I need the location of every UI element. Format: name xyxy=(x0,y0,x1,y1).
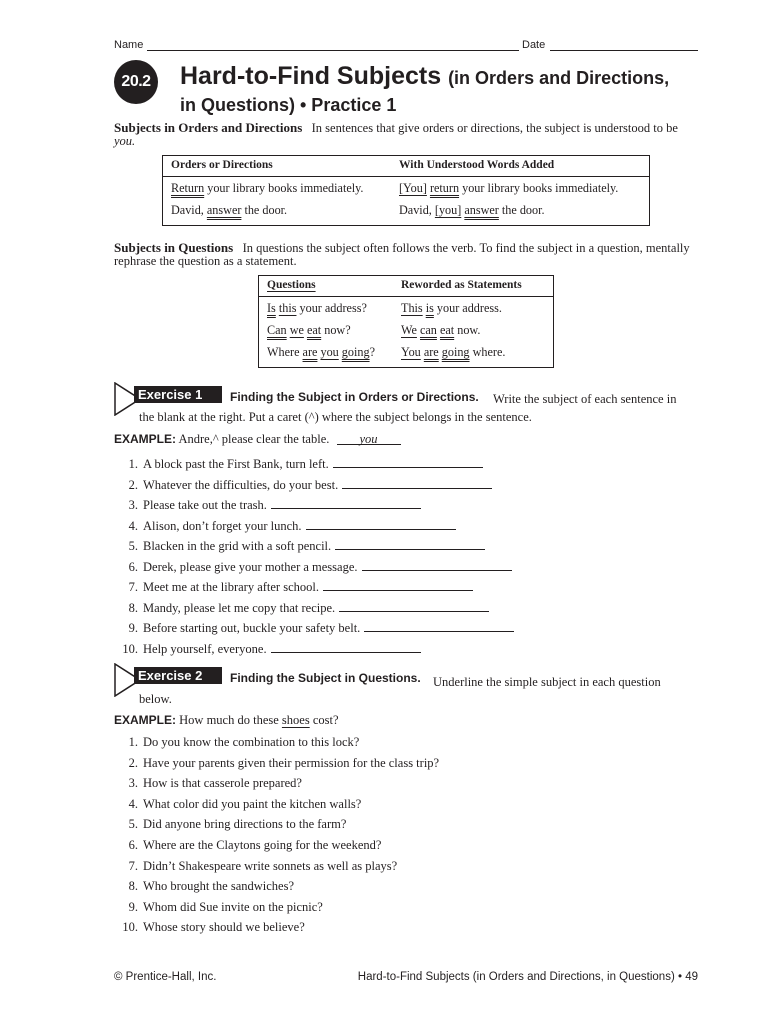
table-cell: Return your library books immediately. xyxy=(171,181,364,195)
orders-text: In sentences that give orders or directions, the subject is understood to be xyxy=(311,121,678,135)
orders-text-em: you. xyxy=(114,134,136,148)
list-item[interactable]: 7. Didn’t Shakespeare write sonnets as well as plays? xyxy=(128,858,398,873)
questions-table xyxy=(258,275,554,368)
example-label: EXAMPLE: xyxy=(114,432,177,446)
list-item[interactable]: 3. How is that casserole prepared? xyxy=(128,776,302,791)
name-label: Name xyxy=(114,39,144,51)
answer-blank[interactable] xyxy=(323,578,473,591)
questions-lead: Subjects in Questions xyxy=(114,240,234,255)
orders-intro xyxy=(114,121,694,148)
page-title-line2: in Questions) • Practice 1 xyxy=(180,95,397,115)
exercise2-instructions-cont: below. xyxy=(139,692,172,706)
list-item[interactable]: 8. Who brought the sandwiches? xyxy=(128,879,295,894)
example-label: EXAMPLE: xyxy=(114,713,177,727)
answer-blank[interactable] xyxy=(271,496,421,509)
table-cell: Is this your address? xyxy=(267,301,367,315)
name-date-row xyxy=(114,39,698,53)
exercise1-instructions-cont: the blank at the right. Put a caret (^) where the subject belongs in the sentence. xyxy=(139,410,532,424)
exercise2-title: Finding the Subject in Questions. xyxy=(230,671,421,685)
table-row xyxy=(163,177,650,200)
date-label: Date xyxy=(522,39,546,51)
list-item[interactable]: 2. Have your parents given their permission for the class trip? xyxy=(128,755,440,770)
list-item: 1. A block past the First Bank, turn left. xyxy=(114,455,483,472)
section-badge: 20.2 xyxy=(114,60,158,104)
list-item[interactable]: 10. Whose story should we believe? xyxy=(122,920,305,935)
table-cell: Can we eat now? xyxy=(267,323,351,337)
name-field[interactable] xyxy=(147,50,519,51)
answer-blank[interactable] xyxy=(333,455,483,468)
table-row xyxy=(259,297,554,320)
exercise2-instructions: Underline the simple subject in each question xyxy=(433,675,661,689)
orders-header-right: With Understood Words Added xyxy=(391,156,650,177)
list-item: 2. Whatever the difficulties, do your best. xyxy=(114,476,492,493)
exercise2-tab: Exercise 2 xyxy=(134,667,222,684)
questions-header-right: Reworded as Statements xyxy=(393,276,554,297)
list-item[interactable]: 1. Do you know the combination to this lock? xyxy=(128,735,360,749)
list-item[interactable]: 5. Did anyone bring directions to the farm? xyxy=(128,817,347,832)
table-row xyxy=(259,341,554,368)
answer-blank[interactable] xyxy=(271,640,421,653)
example-subject: shoes xyxy=(281,713,310,727)
exercise2-example xyxy=(114,713,339,728)
footer-page-info: Hard-to-Find Subjects (in Orders and Directions, in Questions) • 49 xyxy=(357,971,698,983)
date-field[interactable] xyxy=(550,50,698,51)
title-sub: (in Orders and Directions, xyxy=(448,68,670,88)
example-text: How much do these xyxy=(179,713,282,727)
list-item: 10. Help yourself, everyone. xyxy=(114,640,421,657)
answer-blank[interactable] xyxy=(335,537,485,550)
questions-text: In questions the subject often follows the verb. To find the subject in a question, mentally rephrase the question as a statement. xyxy=(114,241,690,268)
orders-header-left: Orders or Directions xyxy=(163,156,392,177)
table-row xyxy=(163,199,650,226)
exercise1-example xyxy=(114,432,401,447)
footer-copyright: © Prentice-Hall, Inc. xyxy=(114,971,217,983)
list-item: 8. Mandy, please let me copy that recipe. xyxy=(114,599,489,616)
list-item: 5. Blacken in the grid with a soft pencil. xyxy=(114,537,485,554)
table-row xyxy=(259,319,554,341)
table-cell: This is your address. xyxy=(401,301,502,315)
exercise2-header xyxy=(114,663,698,697)
example-text-end: cost? xyxy=(309,713,339,727)
table-cell: Where are you going? xyxy=(267,345,375,359)
answer-blank[interactable] xyxy=(306,517,456,530)
page-title xyxy=(180,62,669,91)
answer-blank[interactable] xyxy=(339,599,489,612)
table-cell: David, answer the door. xyxy=(171,203,288,217)
list-item: 6. Derek, please give your mother a message. xyxy=(114,558,512,575)
table-cell: David, [you] answer the door. xyxy=(399,203,545,217)
questions-intro xyxy=(114,241,694,268)
table-cell: We can eat now. xyxy=(401,323,481,337)
list-item[interactable]: 6. Where are the Claytons going for the weekend? xyxy=(128,838,382,852)
list-item[interactable]: 9. Whom did Sue invite on the picnic? xyxy=(128,899,323,914)
list-item: 9. Before starting out, buckle your safety belt. xyxy=(114,619,514,636)
orders-lead: Subjects in Orders and Directions xyxy=(114,120,303,135)
list-item: 7. Meet me at the library after school. xyxy=(114,578,473,595)
orders-table xyxy=(162,155,650,226)
list-item[interactable]: 4. What color did you paint the kitchen walls? xyxy=(128,796,362,811)
answer-blank[interactable] xyxy=(362,558,512,571)
exercise1-instructions: Write the subject of each sentence in xyxy=(493,392,677,406)
list-item: 3. Please take out the trash. xyxy=(114,496,421,513)
table-cell: You are going where. xyxy=(401,345,506,359)
title-main: Hard-to-Find Subjects xyxy=(180,62,442,90)
list-item: 4. Alison, don’t forget your lunch. xyxy=(114,517,456,534)
example-text: Andre,^ please clear the table. xyxy=(178,432,330,446)
exercise1-tab: Exercise 1 xyxy=(134,386,222,403)
questions-header-left: Questions xyxy=(259,276,394,297)
exercise1-title: Finding the Subject in Orders or Directions. xyxy=(230,390,479,404)
table-cell: [You] return your library books immediately. xyxy=(399,181,619,195)
answer-blank[interactable] xyxy=(364,619,514,632)
answer-blank[interactable] xyxy=(342,476,492,489)
example-answer: you xyxy=(337,432,401,445)
